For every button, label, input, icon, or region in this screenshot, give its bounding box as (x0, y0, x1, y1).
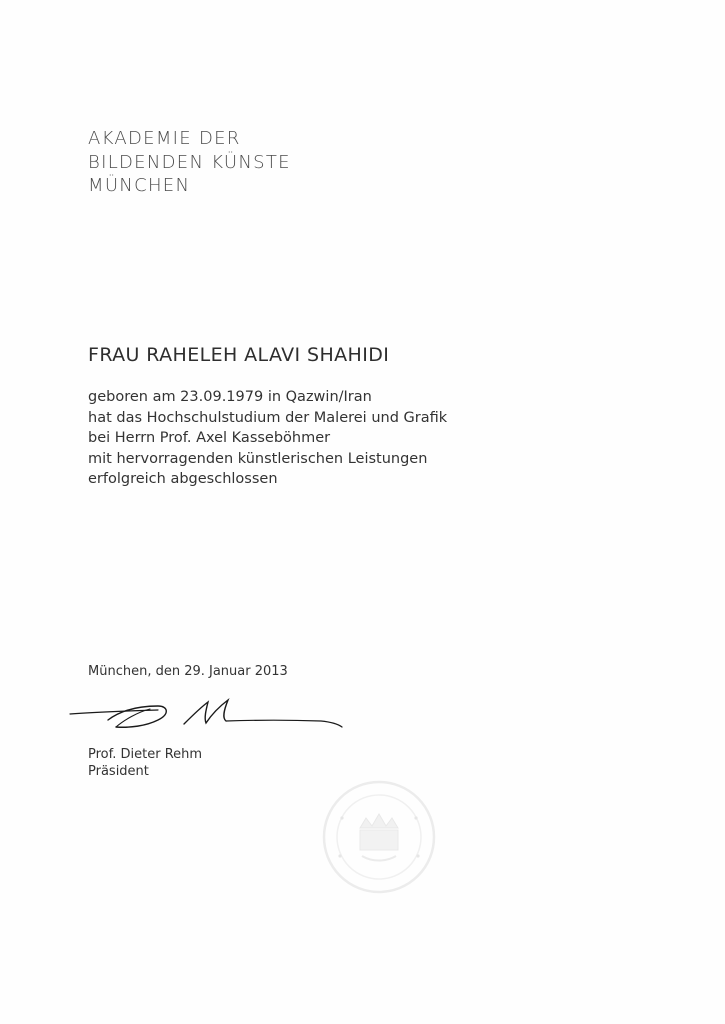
statement-line: mit hervorragenden künstlerischen Leistungen (88, 450, 428, 467)
certificate-statement (88, 387, 447, 490)
statement-line: geboren am 23.09.1979 in Qazwin/Iran (88, 389, 372, 405)
signatory-title: Präsident (88, 764, 149, 779)
institution-name (88, 127, 291, 198)
recipient-name: FRAU RAHELEH ALAVI SHAHIDI (88, 344, 390, 366)
statement-line: erfolgreich abgeschlossen (88, 471, 278, 487)
signatory-name: Prof. Dieter Rehm (88, 747, 203, 762)
place-and-date: München, den 29. Januar 2013 (88, 664, 288, 679)
statement-line: hat das Hochschulstudium der Malerei und Grafik (88, 409, 448, 426)
statement-line: bei Herrn Prof. Axel Kasseböhmer (88, 430, 331, 446)
institution-line-3: MÜNCHEN (88, 175, 191, 196)
signatory-block (88, 746, 202, 780)
institution-line-2: BILDENDEN KÜNSTE (88, 151, 291, 173)
embossed-seal-icon (320, 778, 438, 896)
handwritten-signature-icon (66, 690, 356, 740)
institution-line-1: AKADEMIE DER (88, 128, 241, 149)
